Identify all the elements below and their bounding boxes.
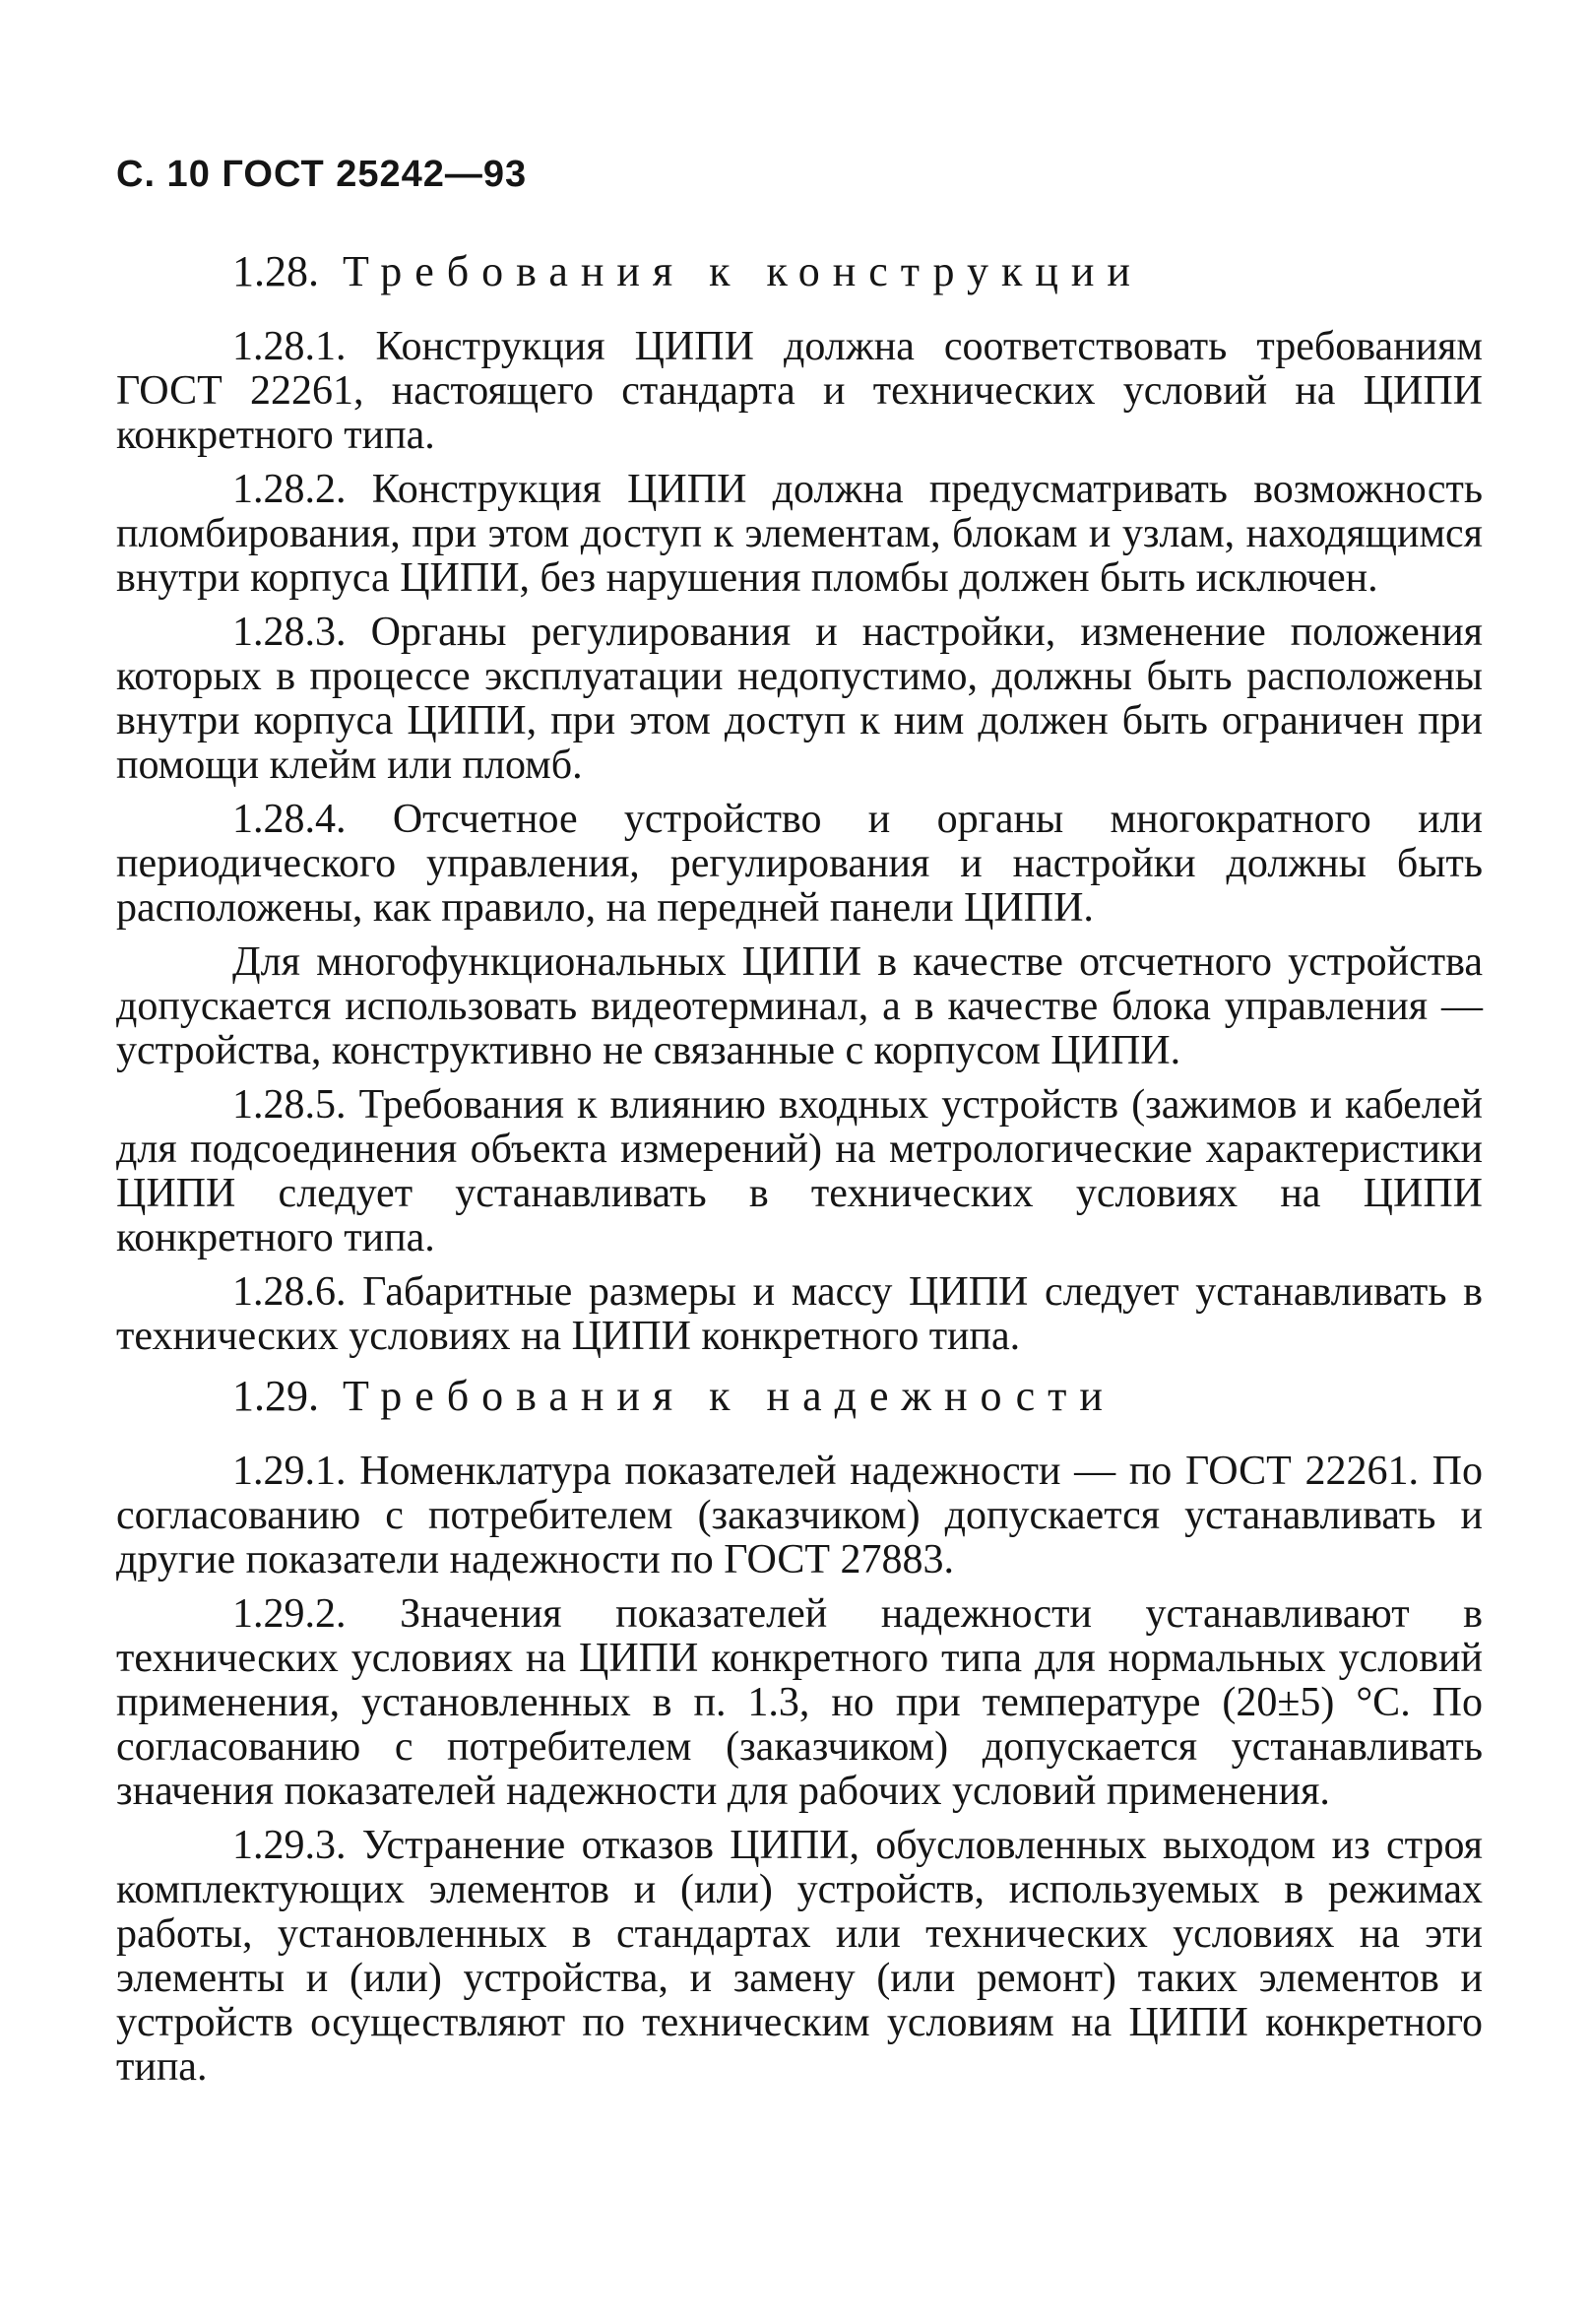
running-header: С. 10 ГОСТ 25242—93 [116, 154, 528, 195]
paragraph-1-28-5: 1.28.5. Требования к влиянию входных устройств (зажимов и кабелей для подсоединения объекта измерений) на метрологические характеристики ЦИПИ следует устанавливать в технических условиях на ЦИПИ конкретного типа. [116, 1082, 1483, 1260]
paragraph-1-28-4-continued: Для многофункциональных ЦИПИ в качестве отсчетного устройства допускается использовать видеотерминал, а в качестве блока управления — устройства, конструктивно не связанные с корпусом ЦИПИ. [116, 939, 1483, 1073]
section-heading-1-29 [116, 1369, 1483, 1424]
section-number: 1.29. [232, 1372, 319, 1420]
paragraph-1-29-3: 1.29.3. Устранение отказов ЦИПИ, обусловленных выходом из строя комплектующих элементов и (или) устройств, используемых в режимах работы, установленных в стандартах или технических условиях на эти элементы и (или) устройства, и замену (или ремонт) таких элементов и устройств осуществляют по техническим условиям на ЦИПИ конкретного типа. [116, 1823, 1483, 2090]
paragraph-1-28-2: 1.28.2. Конструкция ЦИПИ должна предусматривать возможность пломбирования, при этом доступ к элементам, блокам и узлам, находящимся внутри корпуса ЦИПИ, без нарушения пломбы должен быть исключен. [116, 467, 1483, 601]
document-page [116, 156, 1483, 2099]
paragraph-1-29-2: 1.29.2. Значения показателей надежности устанавливают в технических условиях на ЦИПИ конкретного типа для нормальных условий применения, установленных в п. 1.3, но при температуре (20±5) °С. По согласованию с потребителем (заказчиком) допускается устанавливать значения показателей надежности для рабочих условий применения. [116, 1591, 1483, 1814]
paragraph-1-28-3: 1.28.3. Органы регулирования и настройки, изменение положения которых в процессе эксплуатации недопустимо, должны быть расположены внутри корпуса ЦИПИ, при этом доступ к ним должен быть ограничен при помощи клейм или пломб. [116, 610, 1483, 788]
section-title: Требования к надежности [343, 1372, 1115, 1420]
paragraph-1-28-6: 1.28.6. Габаритные размеры и массу ЦИПИ следует устанавливать в технических условиях на ЦИПИ конкретного типа. [116, 1269, 1483, 1359]
paragraph-1-28-4: 1.28.4. Отсчетное устройство и органы многократного или периодического управления, регулирования и настройки должны быть расположены, как правило, на передней панели ЦИПИ. [116, 797, 1483, 931]
paragraph-1-29-1: 1.29.1. Номенклатура показателей надежности — по ГОСТ 22261. По согласованию с потребителем (заказчиком) допускается устанавливать и другие показатели надежности по ГОСТ 27883. [116, 1449, 1483, 1582]
paragraph-1-28-1: 1.28.1. Конструкция ЦИПИ должна соответствовать требованиям ГОСТ 22261, настоящего стандарта и технических условий на ЦИПИ конкретного типа. [116, 324, 1483, 458]
section-title: Требования к конструкции [343, 247, 1143, 295]
section-heading-1-28 [116, 244, 1483, 299]
section-number: 1.28. [232, 247, 319, 295]
